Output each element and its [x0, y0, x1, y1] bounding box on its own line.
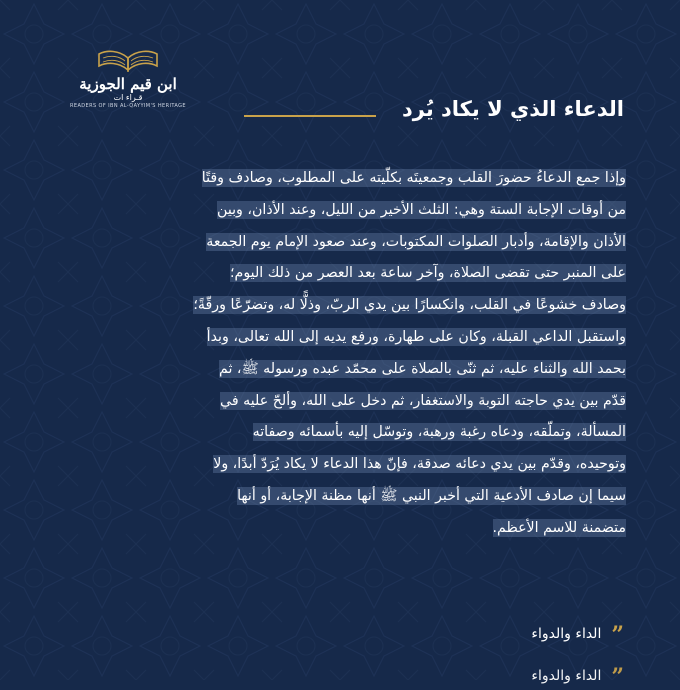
- article-body: [58, 163, 626, 545]
- body-line: [58, 227, 626, 259]
- text-highlight: قدّم بين يدي حاجته التوبة والاستغفار، ثم دخل على الله، وألحّ عليه في: [220, 392, 626, 409]
- text-highlight: من أوقات الإجابة الستة وهي: الثلث الأخير من الليل، وعند الأذان، وبين: [217, 201, 626, 218]
- text-highlight: المسألة، وتملّقه، ودعاه رغبة ورهبة، وتوسّل إليه بأسمائه وصفاته: [252, 424, 626, 441]
- text-highlight: وصادف خشوعًا في القلب، وانكسارًا بين يدي الربّ، وذلًّا له، وتضرّعًا ورقّةً؛: [193, 297, 626, 314]
- quote-mark-icon: ”: [611, 622, 624, 648]
- logo-arabic-subtitle: قـراء ات: [113, 93, 143, 102]
- quote-mark-icon: ”: [611, 664, 624, 690]
- logo-english-caption: READERS OF IBN AL-QAYYIM'S HERITAGE: [70, 103, 186, 109]
- text-highlight: وتوحيده، وقدّم بين يدي دعائه صدقة، فإنّ هذا الدعاء لا يكاد يُرَدّ أبدًا، ولا: [213, 456, 626, 473]
- body-line: [58, 417, 626, 449]
- text-highlight: متضمنة للاسم الأعظم.: [492, 519, 626, 536]
- brand-logo: [58, 48, 198, 128]
- body-line: [58, 163, 626, 195]
- text-highlight: واستقبل الداعي القبلة، وكان على طهارة، ورفع يديه إلى الله تعالى، وبدأ: [206, 328, 626, 345]
- body-line: [58, 195, 626, 227]
- text-highlight: بحمد الله والثناء عليه، ثم ثنّى بالصلاة على محمّد عبده ورسوله ﷺ، ثم: [219, 360, 626, 377]
- page-title: الدعاء الذي لا يكاد يُرد: [401, 97, 624, 121]
- text-highlight: الأذان والإقامة، وأدبار الصلوات المكتوبات، وعند صعود الإمام يوم الجمعة: [206, 233, 626, 250]
- text-highlight: سيما إن صادف الأدعية التي أخبر النبي ﷺ أنها مظنة الإجابة، أو أنها: [237, 487, 626, 504]
- source-label: الداء والدواء: [531, 626, 602, 642]
- title-divider: [244, 115, 376, 117]
- body-line: [58, 386, 626, 418]
- logo-arabic-name: ابن قيم الجوزية: [79, 75, 177, 93]
- text-highlight: على المنبر حتى تقضى الصلاة، وآخر ساعة بعد العصر من ذلك اليوم؛: [230, 265, 626, 282]
- body-line: [58, 449, 626, 481]
- body-line: [58, 322, 626, 354]
- body-line: [58, 481, 626, 513]
- body-line: [58, 290, 626, 322]
- source-label: الداء والدواء: [531, 668, 602, 684]
- text-highlight: وإذا جمع الدعاءُ حضورَ القلب وجمعيتَه بكلّيته على المطلوب، وصادف وقتًا: [201, 170, 626, 186]
- open-book-icon: [93, 48, 163, 74]
- body-line: [58, 258, 626, 290]
- source-citation: [531, 622, 624, 648]
- body-line: [58, 354, 626, 386]
- body-line: [58, 513, 626, 545]
- source-citation-secondary: [531, 664, 624, 690]
